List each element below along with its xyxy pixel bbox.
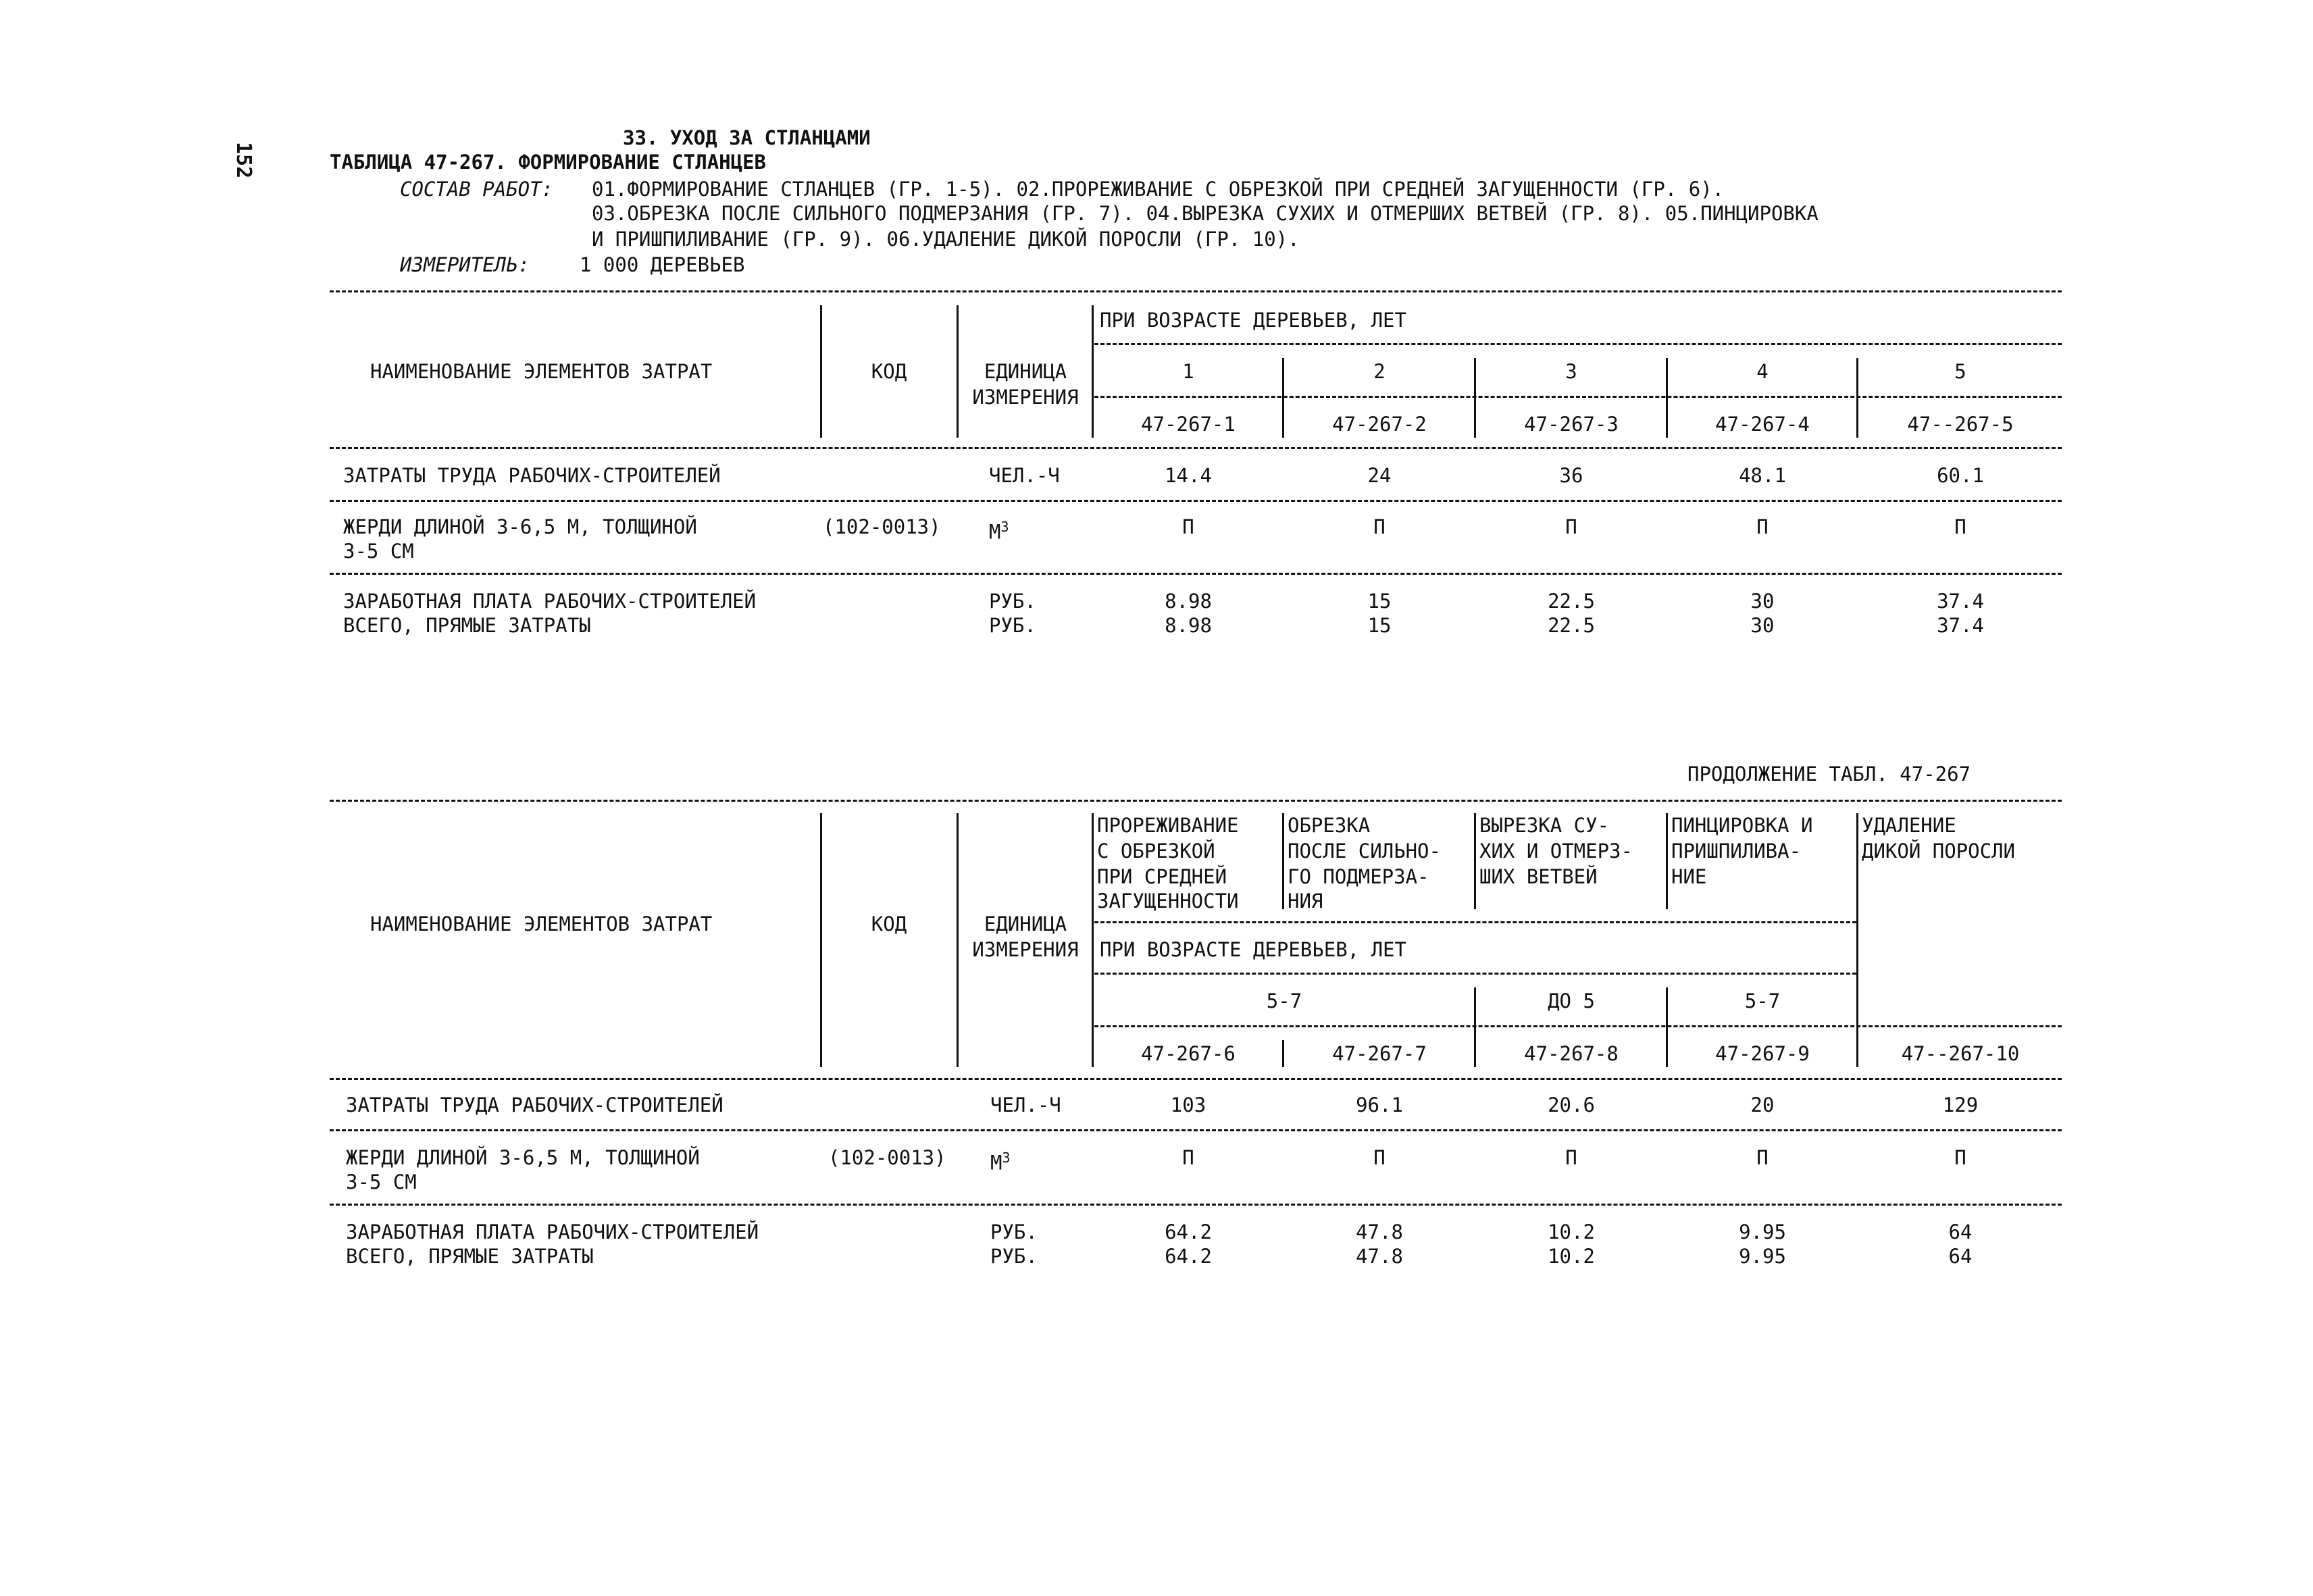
row-value: 30 (1750, 614, 1775, 637)
table-2-code-10: 47--267-10 (1901, 1042, 2020, 1065)
row-value: 8.98 (1165, 614, 1212, 637)
row-unit: РУБ. (990, 1245, 1038, 1268)
table-1-vrule-6 (1666, 358, 1668, 438)
table-1-code-2: 47-267-2 (1332, 413, 1427, 436)
work-header-wild-growth: ДИКОЙ ПОРОСЛИ (1862, 840, 2015, 863)
table-2-vrule-1 (820, 813, 822, 1067)
table-1-code-3: 47-267-3 (1524, 413, 1619, 436)
table-1-rule-age (1094, 343, 2062, 345)
table-2-rule-row-2 (330, 1204, 2062, 1206)
table-1-rule-head-bottom (330, 447, 2062, 449)
row-value: 20 (1750, 1093, 1775, 1116)
work-header-dry-branches: ШИХ ВЕТВЕЙ (1479, 865, 1598, 888)
row-value: 103 (1170, 1093, 1206, 1116)
table-1-rule-row-1 (330, 500, 2062, 502)
row-value: 64 (1948, 1245, 1973, 1268)
row-unit: $М^3$ (990, 1150, 1011, 1175)
row-value: П (1182, 515, 1194, 538)
table-2-header-unit-2: ИЗМЕРЕНИЯ (972, 938, 1079, 961)
section-title: 33. УХОД ЗА СТЛАНЦАМИ (623, 126, 871, 149)
table-2-code-8: 47-267-8 (1524, 1042, 1619, 1065)
continuation-caption: ПРОДОЛЖЕНИЕ ТАБЛ. 47-267 (1687, 763, 1971, 786)
table-1-header-name: НАИМЕНОВАНИЕ ЭЛЕМЕНТОВ ЗАТРАТ (370, 360, 713, 383)
row-value: 36 (1559, 464, 1583, 487)
row-name-cont: 3-5 СМ (343, 540, 414, 563)
row-value: 37.4 (1937, 614, 1984, 637)
work-header-pinching: ПРИШПИЛИВА- (1671, 840, 1802, 863)
table-1-header-code: КОД (871, 360, 907, 383)
work-header-pruning: ПОСЛЕ СИЛЬНО- (1288, 840, 1441, 863)
row-unit: РУБ. (989, 590, 1036, 613)
table-2-code-7: 47-267-7 (1332, 1042, 1427, 1065)
meter-label: ИЗМЕРИТЕЛЬ: (400, 253, 530, 276)
row-value: 15 (1367, 590, 1392, 613)
table-1-age-3: 3 (1565, 360, 1577, 383)
table-2-code-6: 47-267-6 (1141, 1042, 1236, 1065)
row-unit: $М^3$ (989, 519, 1009, 544)
row-value: 64.2 (1165, 1245, 1212, 1268)
row-code: (102-0013) (828, 1146, 946, 1169)
table-2-vrule-4 (1282, 813, 1284, 909)
table-2-header-name: НАИМЕНОВАНИЕ ЭЛЕМЕНТОВ ЗАТРАТ (370, 912, 713, 935)
table-1-code-1: 47-267-1 (1141, 413, 1236, 436)
table-2-vrule-7 (1856, 813, 1858, 1067)
table-2-vrule-9 (1666, 987, 1668, 1067)
table-1-vrule-7 (1856, 358, 1858, 438)
work-header-wild-growth: УДАЛЕНИЕ (1862, 814, 1956, 837)
row-value: П (1756, 515, 1769, 538)
composition-line-2: 03.ОБРЕЗКА ПОСЛЕ СИЛЬНОГО ПОДМЕРЗАНИЯ (ГР. 7). 04.ВЫРЕЗКА СУХИХ И ОТМЕРШИХ ВЕТВЕЙ (ГР. 8). 05.ПИНЦИРОВКА (592, 202, 1819, 225)
row-value: 14.4 (1165, 464, 1212, 487)
row-value: П (1756, 1146, 1769, 1169)
row-value: 22.5 (1548, 614, 1595, 637)
table-1-age-2: 2 (1373, 360, 1386, 383)
row-unit: РУБ. (990, 1220, 1038, 1243)
table-1-code-5: 47--267-5 (1907, 413, 2014, 436)
work-header-thinning: С ОБРЕЗКОЙ (1097, 840, 1215, 863)
table-1-vrule-5 (1474, 358, 1476, 438)
table-2-age-2: ДО 5 (1548, 989, 1595, 1012)
row-value: 96.1 (1356, 1093, 1403, 1116)
table-1-age-1: 1 (1182, 360, 1194, 383)
row-value: 47.8 (1356, 1220, 1403, 1243)
row-value: П (1565, 515, 1577, 538)
row-name: ВСЕГО, ПРЯМЫЕ ЗАТРАТЫ (343, 614, 591, 637)
row-name: ЗАТРАТЫ ТРУДА РАБОЧИХ-СТРОИТЕЛЕЙ (346, 1093, 723, 1116)
table-2-age-1: 5-7 (1266, 989, 1302, 1012)
row-value: П (1373, 515, 1386, 538)
table-2-header-age: ПРИ ВОЗРАСТЕ ДЕРЕВЬЕВ, ЛЕТ (1100, 938, 1406, 961)
composition-line-3: И ПРИШПИЛИВАНИЕ (ГР. 9). 06.УДАЛЕНИЕ ДИКОЙ ПОРОСЛИ (ГР. 10). (592, 228, 1300, 251)
row-name: ВСЕГО, ПРЯМЫЕ ЗАТРАТЫ (346, 1245, 594, 1268)
table-1-rule-codes (1094, 396, 2062, 398)
row-name: ЖЕРДИ ДЛИНОЙ 3-6,5 М, ТОЛЩИНОЙ (346, 1146, 700, 1169)
meter-value: 1 000 ДЕРЕВЬЕВ (580, 253, 745, 276)
table-2-header-unit-1: ЕДИНИЦА (984, 912, 1067, 935)
row-value: 64 (1948, 1220, 1973, 1243)
row-name: ЗАРАБОТНАЯ ПЛАТА РАБОЧИХ-СТРОИТЕЛЕЙ (343, 590, 757, 613)
row-value: 20.6 (1548, 1093, 1595, 1116)
row-value: П (1565, 1146, 1577, 1169)
table-1-header-unit-1: ЕДИНИЦА (984, 360, 1067, 383)
row-value: 8.98 (1165, 590, 1212, 613)
work-header-thinning: ЗАГУЩЕННОСТИ (1097, 890, 1239, 912)
table-2-rule-works (1094, 921, 1856, 923)
row-value: 9.95 (1739, 1245, 1786, 1268)
row-value: 10.2 (1548, 1220, 1595, 1243)
table-2-header-code: КОД (871, 912, 907, 935)
row-value: 22.5 (1548, 590, 1595, 613)
table-2-vrule-10 (1282, 1040, 1284, 1067)
table-2-code-9: 47-267-9 (1715, 1042, 1810, 1065)
table-2-vrule-8 (1474, 987, 1476, 1067)
row-unit: РУБ. (989, 614, 1036, 637)
row-name-cont: 3-5 СМ (346, 1170, 417, 1193)
row-unit: ЧЕЛ.-Ч (990, 1093, 1061, 1116)
row-value: 9.95 (1739, 1220, 1786, 1243)
table-1-vrule-4 (1282, 358, 1284, 438)
table-1-age-5: 5 (1954, 360, 1966, 383)
table-2-age-3: 5-7 (1744, 989, 1781, 1012)
composition-label: СОСТАВ РАБОТ: (400, 178, 553, 201)
row-value: 24 (1367, 464, 1392, 487)
work-header-thinning: ПРИ СРЕДНЕЙ (1097, 865, 1227, 888)
row-value: 30 (1750, 590, 1775, 613)
work-header-dry-branches: ХИХ И ОТМЕРЗ- (1479, 840, 1633, 863)
table-2-rule-codes (1094, 1025, 2062, 1027)
row-value: 37.4 (1937, 590, 1984, 613)
work-header-dry-branches: ВЫРЕЗКА СУ- (1479, 814, 1610, 837)
table-2-rule-top (330, 800, 2062, 802)
table-2-vrule-5 (1474, 813, 1476, 909)
row-value: 48.1 (1739, 464, 1786, 487)
row-code: (102-0013) (823, 515, 941, 538)
work-header-pinching: НИЕ (1671, 865, 1707, 888)
row-value: 60.1 (1937, 464, 1984, 487)
row-name: ЖЕРДИ ДЛИНОЙ 3-6,5 М, ТОЛЩИНОЙ (343, 515, 697, 538)
row-value: П (1954, 515, 1966, 538)
table-1-header-unit-2: ИЗМЕРЕНИЯ (972, 386, 1079, 409)
row-unit: ЧЕЛ.-Ч (989, 464, 1060, 487)
page-number: 152 (232, 142, 255, 179)
row-value: 47.8 (1356, 1245, 1403, 1268)
row-name: ЗАТРАТЫ ТРУДА РАБОЧИХ-СТРОИТЕЛЕЙ (343, 464, 721, 487)
row-value: 15 (1367, 614, 1392, 637)
table-1-code-4: 47-267-4 (1715, 413, 1810, 436)
work-header-pruning: ОБРЕЗКА (1288, 814, 1371, 837)
work-header-pinching: ПИНЦИРОВКА И (1671, 814, 1813, 837)
table-title: ТАБЛИЦА 47-267. ФОРМИРОВАНИЕ СТЛАНЦЕВ (330, 151, 767, 174)
work-header-pruning: ГО ПОДМЕРЗА- (1288, 865, 1429, 888)
work-header-pruning: НИЯ (1288, 890, 1323, 912)
table-1-age-4: 4 (1756, 360, 1769, 383)
table-2-rule-head-bottom (330, 1078, 2062, 1080)
row-value: П (1182, 1146, 1194, 1169)
table-2-vrule-6 (1666, 813, 1668, 909)
table-2-rule-row-1 (330, 1129, 2062, 1131)
table-1-header-age: ПРИ ВОЗРАСТЕ ДЕРЕВЬЕВ, ЛЕТ (1100, 309, 1406, 332)
row-value: 129 (1942, 1093, 1979, 1116)
table-2-rule-age (1094, 973, 1856, 975)
table-1-rule-top (330, 290, 2062, 292)
composition-line-1: 01.ФОРМИРОВАНИЕ СТЛАНЦЕВ (ГР. 1-5). 02.ПРОРЕЖИВАНИЕ С ОБРЕЗКОЙ ПРИ СРЕДНЕЙ ЗАГУЩЕННОСТИ (ГР. 6). (592, 178, 1725, 201)
work-header-thinning: ПРОРЕЖИВАНИЕ (1097, 814, 1239, 837)
row-value: 10.2 (1548, 1245, 1595, 1268)
table-1-rule-row-2 (330, 573, 2062, 575)
row-name: ЗАРАБОТНАЯ ПЛАТА РАБОЧИХ-СТРОИТЕЛЕЙ (346, 1220, 759, 1243)
row-value: П (1954, 1146, 1966, 1169)
row-value: 64.2 (1165, 1220, 1212, 1243)
row-value: П (1373, 1146, 1386, 1169)
